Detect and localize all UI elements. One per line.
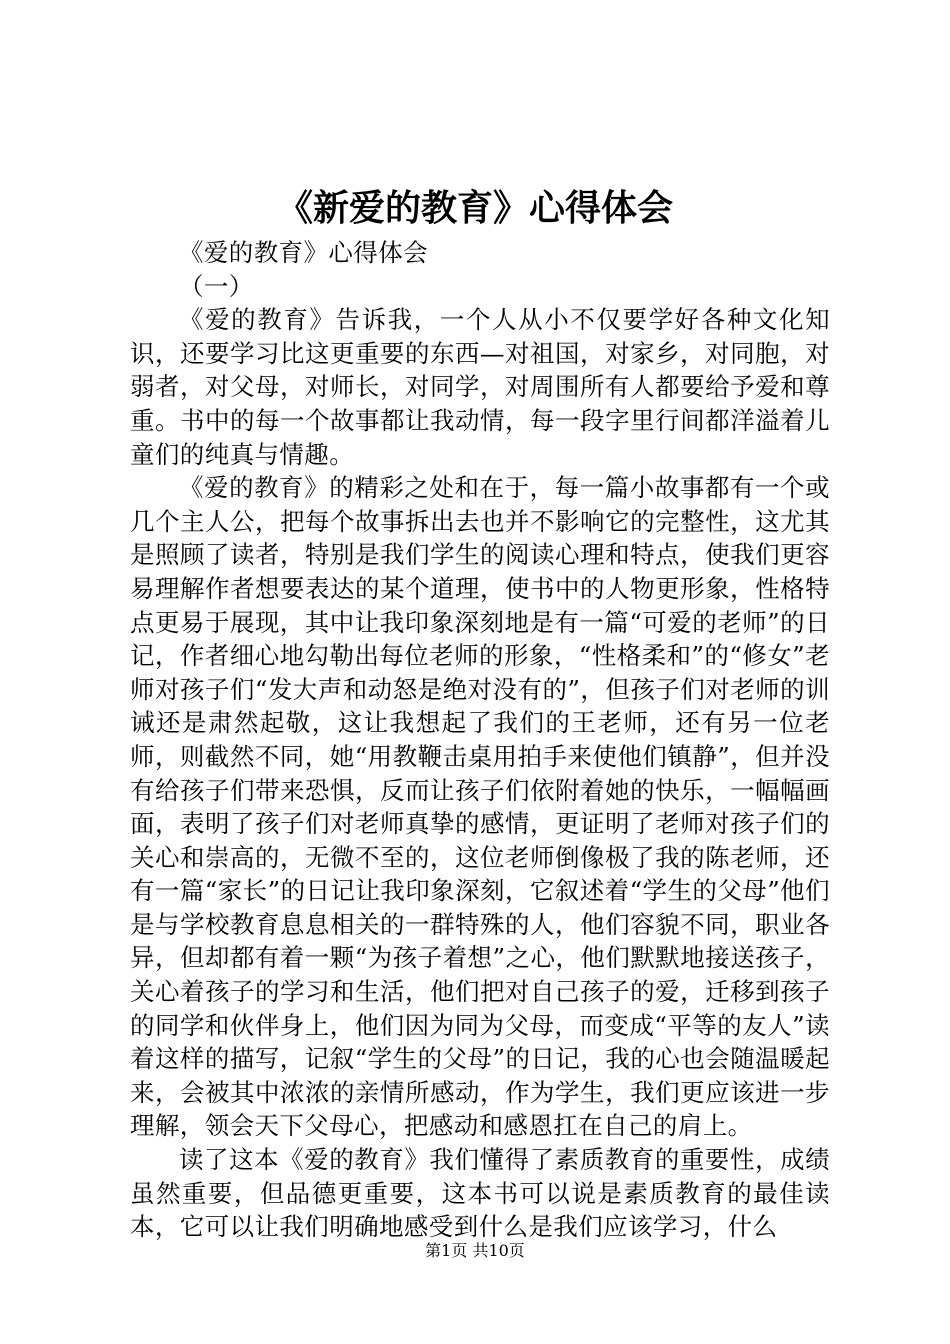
- document-title: 《新爱的教育》心得体会: [276, 187, 673, 229]
- document-body: [130, 236, 830, 1244]
- page-footer: 第1页 共10页: [425, 1241, 525, 1260]
- subtitle-paragraph: 《爱的教育》心得体会: [179, 238, 428, 267]
- body-paragraph-3: 读了这本《爱的教育》我们懂得了素质教育的重要性，成绩虽然重要，但品德更重要，这本书可以说是素质教育的最佳读本，它可以让我们明确地感受到什么是我们应该学习，什么: [130, 1145, 830, 1242]
- body-paragraph-1: 《爱的教育》告诉我，一个人从小不仅要学好各种文化知识，还要学习比这更重要的东西—对祖国，对家乡，对同胞，对弱者，对父母，对师长，对同学，对周围所有人都要给予爱和尊重。书中的每一个故事都让我动情，每一段字里行间都洋溢着儿童们的纯真与情趣。: [130, 305, 830, 469]
- section-number-paragraph: （一）: [179, 271, 254, 301]
- body-paragraph-2: 《爱的教育》的精彩之处和在于，每一篇小故事都有一个或几个主人公，把每个故事拆出去也并不影响它的完整性，这尤其是照顾了读者，特别是我们学生的阅读心理和特点，使我们更容易理解作者想要表达的某个道理，使书中的人物更形象，性格特点更易于展现，其中让我印象深刻地是有一篇“可爱的老师”的日记，作者细心地勾勒出每位老师的形象，“性格柔和”的“修女”老师对孩子们“发大声和动怒是绝对没有的”，但孩子们对老师的训诫还是肃然起敬，这让我想起了我们的王老师，还有另一位老师，则截然不同，她“用教鞭击桌用拍手来使他们镇静”，但并没有给孩子们带来恐惧，反而让孩子们依附着她的快乐，一幅幅画面，表明了孩子们对老师真挚的感情，更证明了老师对孩子们的关心和崇高的，无微不至的，这位老师倒像极了我的陈老师，还有一篇“家长”的日记让我印象深刻，它叙述着“学生的父母”他们是与学校教育息息相关的一群特殊的人，他们容貌不同，职业各异，但却都有着一颗“为孩子着想”之心，他们默默地接送孩子，关心着孩子的学习和生活，他们把对自己孩子的爱，迁移到孩子的同学和伙伴身上，他们因为同为父母，而变成“平等的友人”读着这样的描写，记叙“学生的父母”的日记，我的心也会随温暖起来，会被其中浓浓的亲情所感动，作为学生，我们更应该进一步理解，领会天下父母心，把感动和感恩扛在自己的肩上。: [130, 473, 830, 1141]
